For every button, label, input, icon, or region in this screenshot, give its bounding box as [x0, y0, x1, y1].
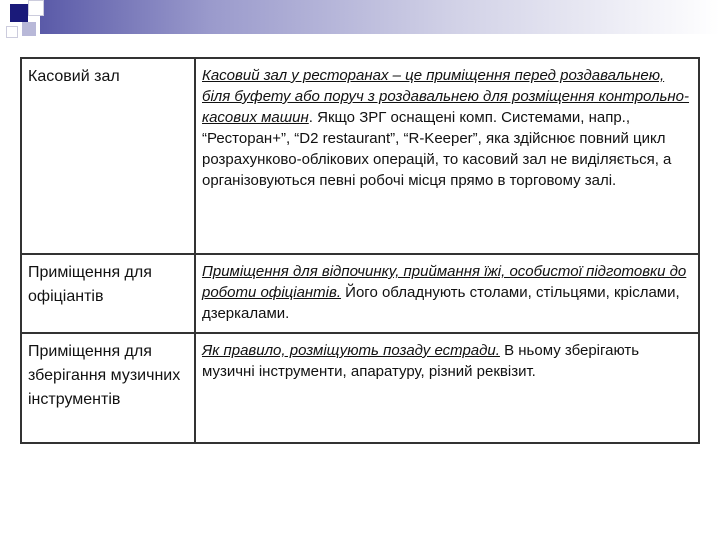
- table-row: [21, 58, 699, 254]
- decor-square-white: [28, 0, 44, 16]
- definition-cell: [195, 58, 699, 254]
- table-row: [21, 254, 699, 333]
- definitions-table: [20, 57, 700, 444]
- term-cell: Приміщення для зберігання музичних інструментів: [21, 333, 195, 443]
- definition-text: Його обладнують столами, стільцями, кріслами, дзеркалами.: [202, 284, 680, 322]
- definition-emphasis: Як правило, розміщують позаду естради.: [202, 342, 500, 359]
- decor-square-dark: [10, 4, 28, 22]
- definition-cell: [195, 254, 699, 333]
- definition-text: . Якщо ЗРГ оснащені комп. Системами, напр., “Ресторан+”, “D2 restaurant”, “R-Keeper”, яка здійснює повний цикл розрахунково-облікових операцій, то касовий зал не виділяється, а організовуються певні робочі місця прямо в торговому залі.: [202, 109, 672, 189]
- definition-text: В ньому зберігають музичні інструменти, апаратуру, різний реквізит.: [202, 342, 640, 380]
- term-cell: Касовий зал: [21, 58, 195, 254]
- decor-square-light: [22, 22, 36, 36]
- table-row: [21, 333, 699, 443]
- term-cell: Приміщення для офіціантів: [21, 254, 195, 333]
- header-decoration-stripe: [40, 0, 720, 34]
- definition-emphasis: Приміщення для відпочинку, приймання їжі, особистої підготовки до роботи офіціантів.: [202, 263, 687, 301]
- definition-emphasis: Касовий зал у ресторанах – це приміщення перед роздавальнею, біля буфету або поруч з роздавальнею для розміщення контрольно-касових машин: [202, 67, 690, 126]
- decor-square-small: [6, 26, 18, 38]
- definition-cell: [195, 333, 699, 443]
